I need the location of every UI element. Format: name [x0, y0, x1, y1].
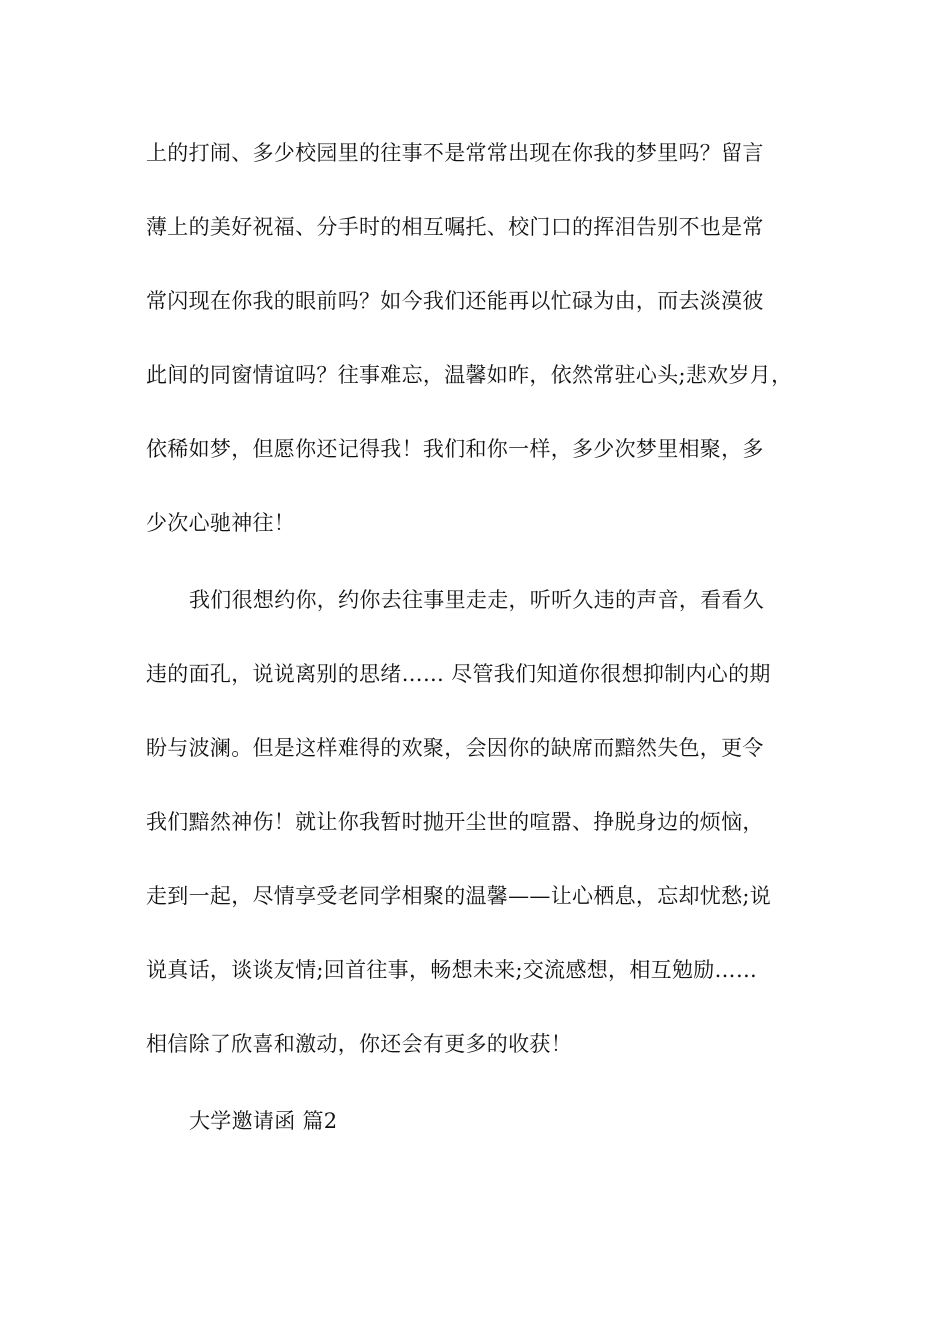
section-heading: 大学邀请函 篇2	[189, 1109, 338, 1133]
paragraph-2-line-7: 相信除了欣喜和激动，你还会有更多的收获！	[146, 1032, 572, 1056]
paragraph-2-line-3: 盼与波澜。但是这样难得的欢聚，会因你的缺席而黯然失色，更令	[146, 736, 764, 760]
paragraph-1-line-4: 此间的同窗情谊吗？往事难忘，温馨如昨，依然常驻心头;悲欢岁月，	[146, 363, 793, 387]
paragraph-1-line-3: 常闪现在你我的眼前吗？如今我们还能再以忙碌为由，而去淡漠彼	[146, 289, 764, 313]
paragraph-2-line-4: 我们黯然神伤！就让你我暂时抛开尘世的喧嚣、挣脱身边的烦恼，	[146, 810, 764, 834]
paragraph-1-line-5: 依稀如梦，但愿你还记得我！我们和你一样，多少次梦里相聚，多	[146, 437, 764, 461]
paragraph-1-line-1: 上的打闹、多少校园里的往事不是常常出现在你我的梦里吗？留言	[146, 141, 764, 165]
paragraph-1-line-6: 少次心驰神往！	[146, 511, 296, 535]
paragraph-2-line-6: 说真话，谈谈友情;回首往事，畅想未来;交流感想，相互勉励……	[146, 958, 758, 982]
paragraph-2-line-5: 走到一起，尽情享受老同学相聚的温馨——让心栖息，忘却忧愁;说	[146, 884, 772, 908]
paragraph-1-line-2: 薄上的美好祝福、分手时的相互嘱托、校门口的挥泪告别不也是常	[146, 215, 764, 239]
paragraph-2-line-1: 我们很想约你，约你去往事里走走，听听久违的声音，看看久	[189, 588, 765, 612]
paragraph-2-line-2: 违的面孔，说说离别的思绪…… 尽管我们知道你很想抑制内心的期	[146, 662, 771, 686]
